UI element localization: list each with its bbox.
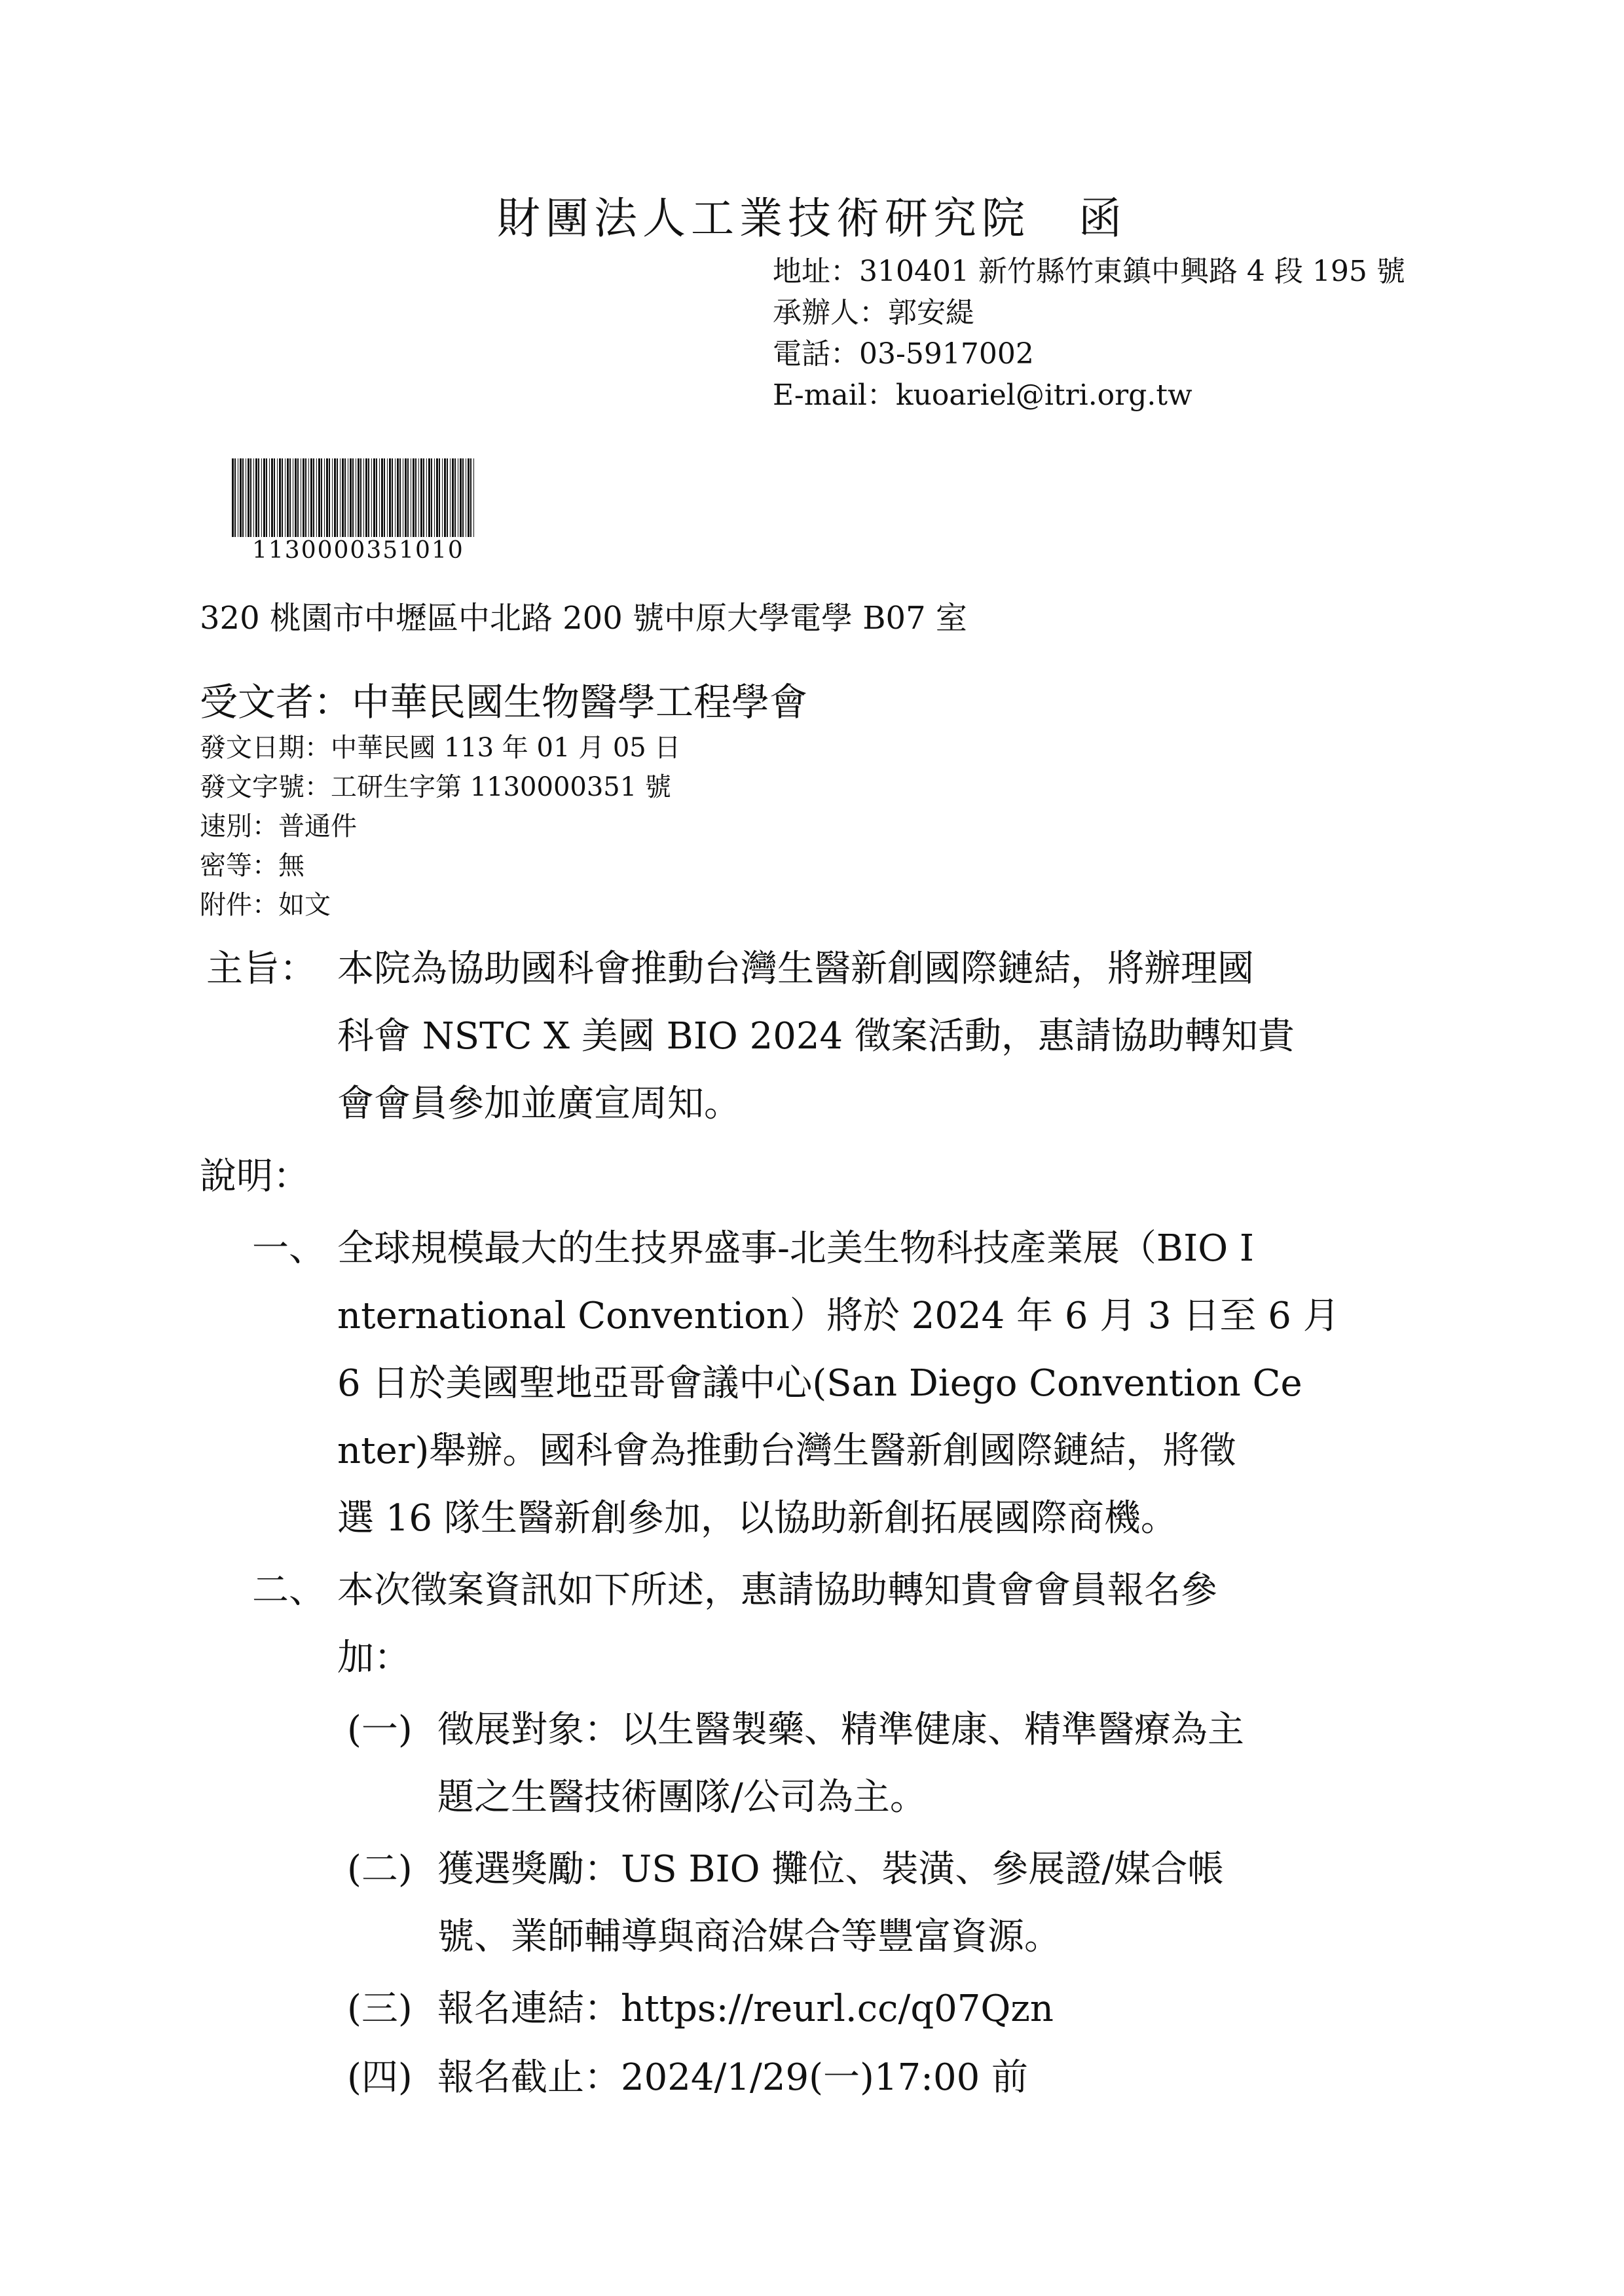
sender-email: E-mail：kuoariel@itri.org.tw [773,379,1192,412]
sub-item-2-line-2: 號、業師輔導與商洽媒合等豐富資源。 [437,1916,1061,1958]
subject-label: 主旨： [206,948,316,990]
sub-item-1-line-1: 徵展對象：以生醫製藥、精準健康、精準醫療為主 [437,1709,1244,1751]
sub-item-2-marker: (二) [347,1848,413,1891]
subject-line-3: 會會員參加並廣宣周知。 [337,1083,741,1125]
issue-date: 發文日期：中華民國 113 年 01 月 05 日 [200,733,681,763]
explanation-label: 說明： [200,1155,310,1198]
sender-address: 地址：310401 新竹縣竹東鎮中興路 4 段 195 號 [773,255,1405,288]
document-title: 財團法人工業技術研究院 函 [497,193,1127,244]
sender-contact-person: 承辦人：郭安緹 [773,296,974,329]
item1-line-2: nternational Convention）將於 2024 年 6 月 3 日至 6 月 [337,1295,1340,1337]
barcode-image [231,458,478,537]
item2-line-2: 加： [337,1637,411,1679]
document-number: 發文字號：工研生字第 1130000351 號 [200,772,671,802]
item1-line-3: 6 日於美國聖地亞哥會議中心(San Diego Convention Ce [337,1362,1302,1405]
item1-line-4: nter)舉辦。國科會為推動台灣生醫新創國際鏈結，將徵 [337,1430,1236,1472]
sub-item-2-line-1: 獲選獎勵：US BIO 攤位、裝潢、參展證/媒合帳 [437,1848,1225,1891]
recipient-address: 320 桃園市中壢區中北路 200 號中原大學電學 B07 室 [200,600,967,637]
barcode-number: 1130000351010 [252,537,464,564]
item1-line-5: 選 16 隊生醫新創參加，以協助新創拓展國際商機。 [337,1497,1177,1540]
sub-item-4-marker: (四) [347,2056,413,2099]
subject-line-1: 本院為協助國科會推動台灣生醫新創國際鏈結，將辦理國 [337,948,1254,990]
sender-phone: 電話：03-5917002 [773,337,1034,371]
security-level: 密等：無 [200,851,304,881]
delivery-speed: 速別：普通件 [200,811,357,842]
registration-link: 報名連結：https://reurl.cc/q07Qzn [437,1988,1054,2030]
registration-deadline: 報名截止：2024/1/29(一)17:00 前 [437,2056,1029,2099]
item1-marker: 一、 [252,1227,325,1270]
item2-line-1: 本次徵案資訊如下所述，惠請協助轉知貴會會員報名參 [337,1569,1217,1612]
sub-item-3-marker: (三) [347,1988,413,2030]
item2-marker: 二、 [252,1569,325,1612]
attachment: 附件：如文 [200,890,331,920]
sub-item-1-line-2: 題之生醫技術團隊/公司為主。 [437,1776,927,1819]
recipient-line: 受文者：中華民國生物醫學工程學會 [200,680,808,724]
sub-item-1-marker: (一) [347,1709,413,1751]
subject-line-2: 科會 NSTC X 美國 BIO 2024 徵案活動，惠請協助轉知貴 [337,1015,1295,1058]
item1-line-1: 全球規模最大的生技界盛事-北美生物科技產業展（BIO I [337,1227,1255,1270]
